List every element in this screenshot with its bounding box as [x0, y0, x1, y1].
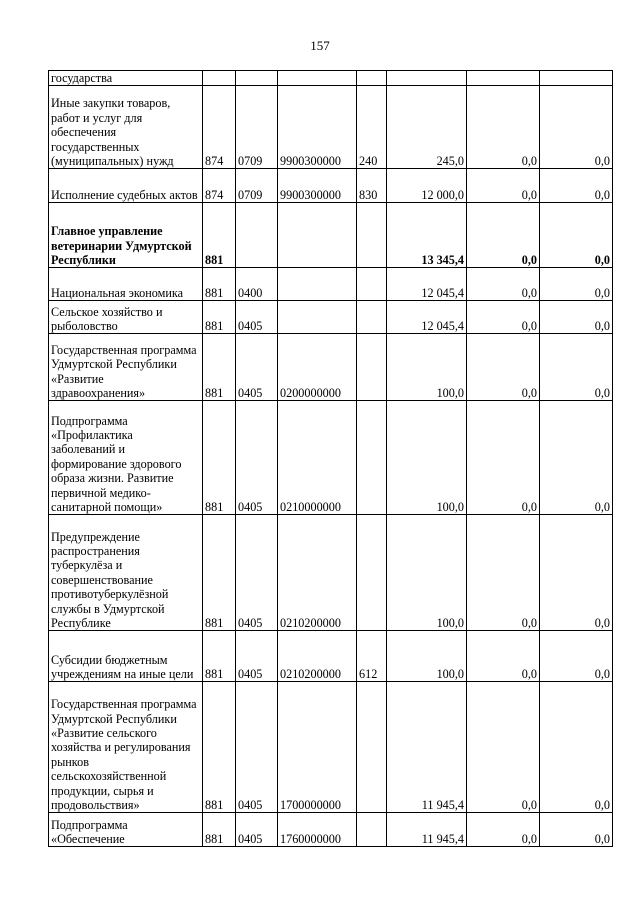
grbs-code: 881	[203, 334, 236, 401]
row-name: Национальная экономика	[49, 268, 203, 301]
section-code: 0405	[236, 515, 278, 631]
row-name: Подпрограмма «Профилактика заболеваний и формирование здорового образа жизни. Развитие первичной медико-санитарной помощи»	[49, 401, 203, 515]
target-article-code	[278, 301, 357, 334]
amount-2: 0,0	[467, 268, 540, 301]
amount-1: 11 945,4	[387, 813, 467, 847]
amount-1: 245,0	[387, 86, 467, 169]
amount-1: 13 345,4	[387, 203, 467, 268]
amount-1: 100,0	[387, 515, 467, 631]
amount-3	[540, 71, 613, 86]
amount-3: 0,0	[540, 682, 613, 813]
amount-2: 0,0	[467, 169, 540, 203]
grbs-code: 881	[203, 203, 236, 268]
amount-3: 0,0	[540, 515, 613, 631]
grbs-code: 874	[203, 169, 236, 203]
section-code: 0405	[236, 813, 278, 847]
target-article-code: 0210200000	[278, 631, 357, 682]
expense-type-code	[357, 71, 387, 86]
amount-2: 0,0	[467, 813, 540, 847]
table-row	[49, 515, 613, 631]
amount-2: 0,0	[467, 682, 540, 813]
amount-1	[387, 71, 467, 86]
amount-1: 100,0	[387, 334, 467, 401]
amount-2: 0,0	[467, 301, 540, 334]
amount-2: 0,0	[467, 203, 540, 268]
grbs-code: 881	[203, 515, 236, 631]
expense-type-code	[357, 401, 387, 515]
target-article-code	[278, 203, 357, 268]
amount-3: 0,0	[540, 268, 613, 301]
row-name: Предупреждение распространения туберкулёза и совершенствование противотуберкулёзной службы в Удмуртской Республике	[49, 515, 203, 631]
amount-2: 0,0	[467, 401, 540, 515]
expense-type-code	[357, 334, 387, 401]
grbs-code: 881	[203, 301, 236, 334]
expense-type-code	[357, 203, 387, 268]
amount-1: 12 045,4	[387, 268, 467, 301]
row-name: Подпрограмма «Обеспечение	[49, 813, 203, 847]
grbs-code: 881	[203, 813, 236, 847]
grbs-code: 881	[203, 401, 236, 515]
target-article-code: 0210200000	[278, 515, 357, 631]
amount-1: 100,0	[387, 401, 467, 515]
row-name: Исполнение судебных актов	[49, 169, 203, 203]
target-article-code: 1700000000	[278, 682, 357, 813]
amount-3: 0,0	[540, 169, 613, 203]
target-article-code: 9900300000	[278, 169, 357, 203]
table-row	[49, 169, 613, 203]
amount-2: 0,0	[467, 86, 540, 169]
row-name: Иные закупки товаров, работ и услуг для обеспечения государственных (муниципальных) нужд	[49, 86, 203, 169]
grbs-code: 881	[203, 682, 236, 813]
budget-table	[48, 70, 613, 847]
section-code	[236, 203, 278, 268]
amount-3: 0,0	[540, 401, 613, 515]
table-row	[49, 401, 613, 515]
expense-type-code: 240	[357, 86, 387, 169]
row-name: Сельское хозяйство и рыболовство	[49, 301, 203, 334]
target-article-code	[278, 268, 357, 301]
amount-1: 12 000,0	[387, 169, 467, 203]
expense-type-code: 830	[357, 169, 387, 203]
expense-type-code: 612	[357, 631, 387, 682]
table-row	[49, 631, 613, 682]
page-number: 157	[310, 38, 330, 53]
table-row	[49, 71, 613, 86]
section-code: 0405	[236, 682, 278, 813]
grbs-code: 881	[203, 631, 236, 682]
amount-2: 0,0	[467, 515, 540, 631]
table-row	[49, 334, 613, 401]
section-code: 0709	[236, 169, 278, 203]
grbs-code: 881	[203, 268, 236, 301]
table-row	[49, 203, 613, 268]
amount-3: 0,0	[540, 631, 613, 682]
target-article-code: 0210000000	[278, 401, 357, 515]
amount-3: 0,0	[540, 86, 613, 169]
amount-1: 11 945,4	[387, 682, 467, 813]
amount-3: 0,0	[540, 301, 613, 334]
section-code: 0400	[236, 268, 278, 301]
amount-1: 12 045,4	[387, 301, 467, 334]
table-row	[49, 86, 613, 169]
section-code: 0405	[236, 631, 278, 682]
table-row	[49, 301, 613, 334]
expense-type-code	[357, 682, 387, 813]
target-article-code	[278, 71, 357, 86]
section-code: 0405	[236, 334, 278, 401]
table-row	[49, 813, 613, 847]
table-row	[49, 682, 613, 813]
row-name: Субсидии бюджетным учреждениям на иные цели	[49, 631, 203, 682]
row-name: Государственная программа Удмуртской Республики «Развитие сельского хозяйства и регулирования рынков сельскохозяйственной продукции, сырья и продовольствия»	[49, 682, 203, 813]
amount-3: 0,0	[540, 203, 613, 268]
amount-2: 0,0	[467, 631, 540, 682]
expense-type-code	[357, 515, 387, 631]
amount-2: 0,0	[467, 334, 540, 401]
grbs-code	[203, 71, 236, 86]
expense-type-code	[357, 268, 387, 301]
row-name: Главное управление ветеринарии Удмуртской Республики	[49, 203, 203, 268]
row-name: Государственная программа Удмуртской Республики «Развитие здравоохранения»	[49, 334, 203, 401]
section-code: 0709	[236, 86, 278, 169]
amount-3: 0,0	[540, 813, 613, 847]
section-code	[236, 71, 278, 86]
grbs-code: 874	[203, 86, 236, 169]
target-article-code: 9900300000	[278, 86, 357, 169]
amount-3: 0,0	[540, 334, 613, 401]
table-row	[49, 268, 613, 301]
section-code: 0405	[236, 401, 278, 515]
expense-type-code	[357, 301, 387, 334]
expense-type-code	[357, 813, 387, 847]
section-code: 0405	[236, 301, 278, 334]
amount-1: 100,0	[387, 631, 467, 682]
target-article-code: 0200000000	[278, 334, 357, 401]
target-article-code: 1760000000	[278, 813, 357, 847]
amount-2	[467, 71, 540, 86]
row-name: государства	[49, 71, 203, 86]
